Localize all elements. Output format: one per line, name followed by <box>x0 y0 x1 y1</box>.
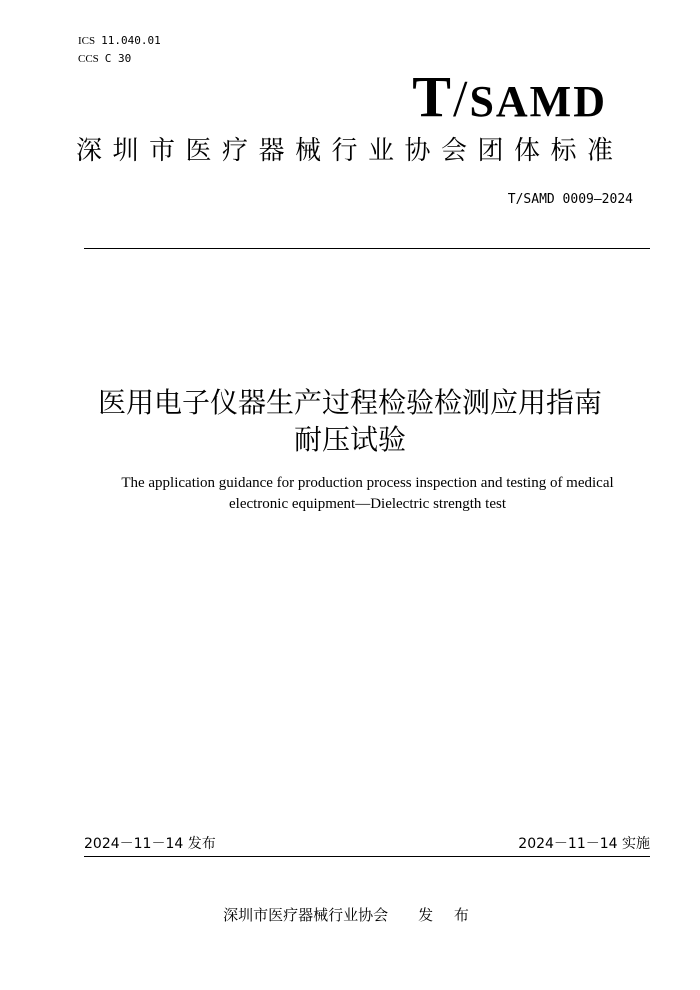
ics-value: 11.040.01 <box>101 34 161 47</box>
bottom-divider <box>84 856 650 857</box>
title-zh-line1: 医用电子仪器生产过程检验检测应用指南 <box>97 386 602 419</box>
issuer-organization: 深圳市医疗器械行业协会 <box>223 906 389 924</box>
ics-label: ICS <box>78 35 96 47</box>
ccs-value: C 30 <box>104 52 132 65</box>
title-en-line2: electronic equipment—Dielectric strength test <box>229 496 506 512</box>
issuer-action: 发 布 <box>418 906 477 924</box>
logo-t: T <box>412 64 451 129</box>
issuer-line <box>0 905 700 925</box>
ccs-label: CCS <box>78 53 99 65</box>
ccs-code <box>78 52 131 66</box>
samd-logo <box>412 64 607 129</box>
title-zh-line2: 耐压试验 <box>293 423 406 456</box>
logo-slash: / <box>452 71 468 128</box>
ics-code <box>78 34 161 48</box>
standard-type-heading: 深圳市医疗器械行业协会团体标准 <box>76 136 624 166</box>
title-en-line1: The application guidance for production process inspection and testing of medical <box>121 475 614 491</box>
implement-date: 2024－11－14 实施 <box>518 836 650 852</box>
publish-date: 2024－11－14 发布 <box>84 836 216 852</box>
top-divider <box>84 248 650 249</box>
standard-number: T/SAMD 0009—2024 <box>507 192 633 207</box>
logo-samd: SAMD <box>469 77 607 126</box>
